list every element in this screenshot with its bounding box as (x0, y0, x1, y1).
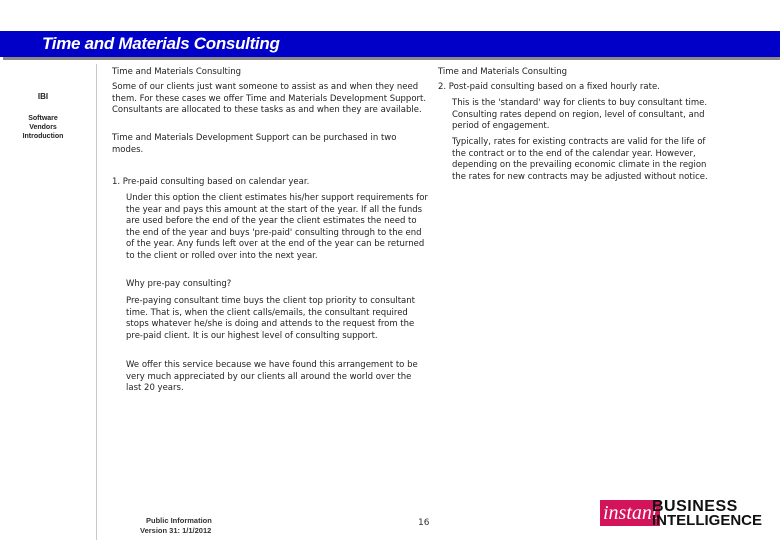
footer-version: Version 31: 1/1/2012 (140, 526, 212, 535)
item-1-title (112, 177, 430, 189)
paragraph: Typically, rates for existing contracts are valid for the life of the contract or to the end of the calendar year. However, depending on the prevailing economic climate in the region the rates for new contracts may be adjusted without notice. (452, 137, 708, 182)
page-title: Time and Materials Consulting (42, 34, 280, 53)
left-para-2 (112, 133, 430, 156)
item-1-para-3 (126, 360, 428, 395)
left-para-1 (112, 82, 430, 117)
sidebar-line-vendors: Vendors (29, 124, 57, 131)
item-1-para-1 (126, 193, 428, 262)
paragraph: Pre-paying consultant time buys the client top priority to consultant time. That is, when the client calls/emails, the consultant required stops whatever he/she is doing and attends to the request from the pre-paid client. It is our highest level of consulting support. (126, 296, 415, 341)
sidebar-line-software: Software (28, 115, 58, 122)
sidebar-tag: IBI (37, 92, 49, 101)
paragraph: Why pre-pay consulting? (126, 279, 232, 289)
paragraph: Some of our clients just want someone to assist as and when they need them. For these cases we offer Time and Materials Development Support. Consultants are allocated to these tasks as and when they are available. (112, 82, 427, 115)
paragraph: 2. Post-paid consulting based on a fixed hourly rate. (438, 82, 660, 92)
item-1-para-2 (126, 296, 428, 342)
item-2-para-1 (452, 98, 722, 133)
paragraph: 1. Pre-paid consulting based on calendar year. (112, 177, 310, 187)
item-1-question (126, 279, 428, 291)
paragraph: Time and Materials Development Support can be purchased in two modes. (112, 133, 397, 155)
right-column-heading: Time and Materials Consulting (438, 67, 568, 77)
logo-instant-mark: instant (600, 500, 660, 526)
paragraph: We offer this service because we have found this arrangement to be very much appreciated by our clients all around the world over the last 20 years. (126, 360, 418, 393)
left-column-heading: Time and Materials Consulting (112, 67, 242, 77)
item-2-para-2 (452, 137, 722, 183)
paragraph: This is the 'standard' way for clients to buy consultant time. Consulting rates depend on region, level of consultant, and period of engagement. (452, 98, 708, 131)
footer-classification: Public Information (146, 516, 212, 525)
paragraph: Under this option the client estimates his/her support requirements for the year and pays this amount at the start of the year. If all the funds are used before the end of the year the client estimates the need to the end of the year and buys 'pre-paid' consulting through to the end of the year. Any funds left over at the end of the year can be returned to the client or rolled over into the next year. (126, 193, 428, 261)
sidebar-divider (96, 64, 97, 540)
logo-line-intelligence: INTELLIGENCE (652, 512, 763, 529)
sidebar-line-introduction: Introduction (22, 133, 64, 140)
item-2-title (438, 82, 728, 94)
page-number: 16 (418, 518, 430, 528)
logo-line-business: BUSINESS (652, 498, 738, 515)
